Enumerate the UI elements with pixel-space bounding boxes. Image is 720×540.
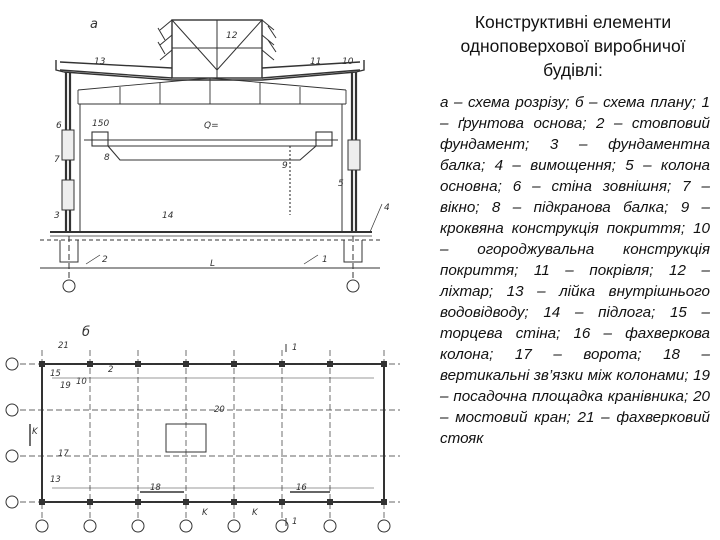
walls — [66, 72, 356, 232]
svg-text:6: 6 — [56, 121, 62, 131]
svg-text:L: L — [210, 259, 216, 269]
svg-text:15: 15 — [50, 369, 61, 379]
svg-text:13: 13 — [50, 475, 61, 485]
svg-text:11: 11 — [310, 57, 322, 67]
plan-walls — [42, 364, 384, 502]
roof-truss — [78, 78, 346, 104]
svg-text:8: 8 — [104, 153, 110, 163]
plan-columns — [39, 361, 387, 505]
svg-text:Q=: Q= — [204, 121, 219, 131]
svg-text:5: 5 — [338, 179, 344, 189]
svg-text:18: 18 — [150, 483, 161, 493]
svg-text:9: 9 — [282, 161, 288, 171]
svg-text:150: 150 — [92, 119, 110, 129]
windows — [62, 130, 360, 210]
svg-text:12: 12 — [226, 31, 238, 41]
svg-text:K: K — [32, 427, 38, 437]
svg-text:20: 20 — [214, 405, 225, 415]
svg-text:13: 13 — [94, 57, 106, 67]
svg-text:17: 17 — [58, 449, 69, 459]
svg-text:7: 7 — [54, 155, 60, 165]
lantern — [158, 20, 276, 78]
svg-text:4: 4 — [384, 203, 390, 213]
plan-crane — [30, 378, 374, 492]
plan-grid — [20, 350, 400, 520]
svg-text:3: 3 — [54, 211, 60, 221]
legend-description: а – схема розрізу; б – схема плану; 1 – ґрунтова основа; 2 – стовповий фундамент; 3 – фундаментна балка; 4 – вимощення; 5 – колона основна; 6 – стіна зовнішня; 7 – вікно; 8 – підкранова балка; 9 – кроквяна конструкція покриття; 10 – огороджувальна конструкція покриття; 11 – покрівля; 12 – ліхтар; 13 – лійка внутрішнього водовідводу; 14 – підлога; 15 – торцева стіна; 16 – фахверкова колона; 17 – ворота; 18 – вертикальні зв’язки між колонами; 19 – посадочна площадка кранівника; 20 – мостовий кран; 21 – фахверковий стояк — [440, 94, 710, 447]
svg-text:1: 1 — [292, 343, 298, 353]
page-title: Конструктивні елементи одноповерхової виробничої будівлі: — [460, 12, 686, 80]
floor — [40, 232, 380, 240]
svg-text:2: 2 — [102, 255, 108, 265]
svg-text:2: 2 — [108, 365, 114, 375]
svg-text:10: 10 — [342, 57, 354, 67]
svg-text:14: 14 — [162, 211, 174, 221]
svg-text:K: K — [202, 508, 208, 518]
svg-text:K: K — [252, 508, 258, 518]
plan-letter: б — [82, 325, 91, 340]
crane — [84, 132, 338, 215]
section-letter: а — [90, 17, 98, 32]
svg-text:1: 1 — [322, 255, 328, 265]
svg-text:21: 21 — [58, 341, 69, 351]
svg-text:19: 19 — [60, 381, 71, 391]
svg-text:16: 16 — [296, 483, 307, 493]
svg-text:10: 10 — [76, 377, 87, 387]
svg-text:1: 1 — [292, 517, 298, 527]
